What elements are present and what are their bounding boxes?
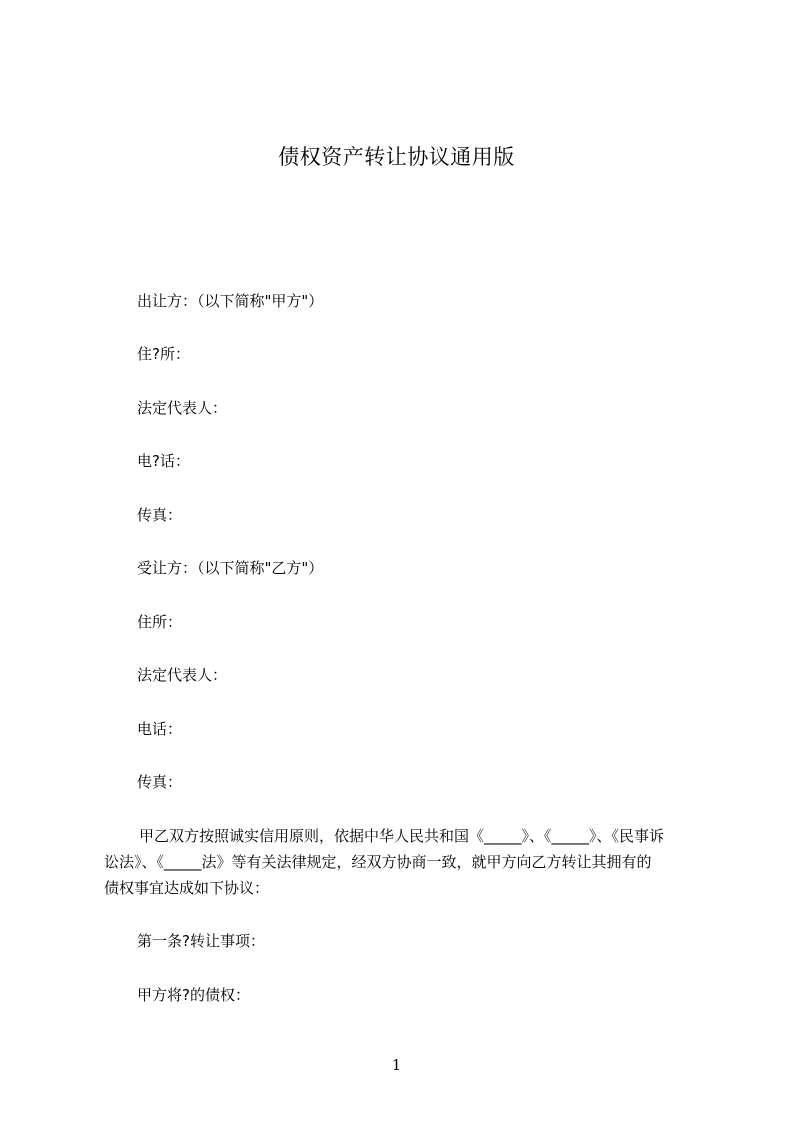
field-transferor-address: 住?所： [137, 345, 190, 363]
article-1-item: 甲方将?的债权： [137, 986, 250, 1004]
field-transferee-legal-rep: 法定代表人： [137, 666, 228, 684]
preamble-line-3: 债权事宜达成如下协议： [104, 879, 270, 897]
field-transferor-legal-rep: 法定代表人： [137, 399, 228, 417]
field-transferee-address: 住所： [137, 613, 183, 631]
field-transferor-phone: 电?话： [137, 452, 190, 470]
field-transferor-fax: 传真： [137, 506, 183, 524]
preamble-line-2: 讼法》、《_____法》等有关法律规定，经双方协商一致，就甲方向乙方转让其拥有的 [104, 853, 652, 871]
field-transferee-phone: 电话： [137, 720, 183, 738]
page-number: 1 [391, 1056, 402, 1074]
preamble-line-1: 甲乙双方按照诚实信用原则，依据中华人民共和国《_____》、《_____》、《民事诉 [139, 827, 665, 845]
document-title: 债权资产转让协议通用版 [278, 145, 515, 169]
field-transferee: 受让方：（以下简称"乙方"） [137, 559, 324, 577]
preamble-paragraph [104, 823, 704, 901]
field-transferor: 出让方：（以下简称"甲方"） [137, 292, 324, 310]
field-transferee-fax: 传真： [137, 773, 183, 791]
article-1-heading: 第一条?转让事项： [137, 932, 265, 950]
